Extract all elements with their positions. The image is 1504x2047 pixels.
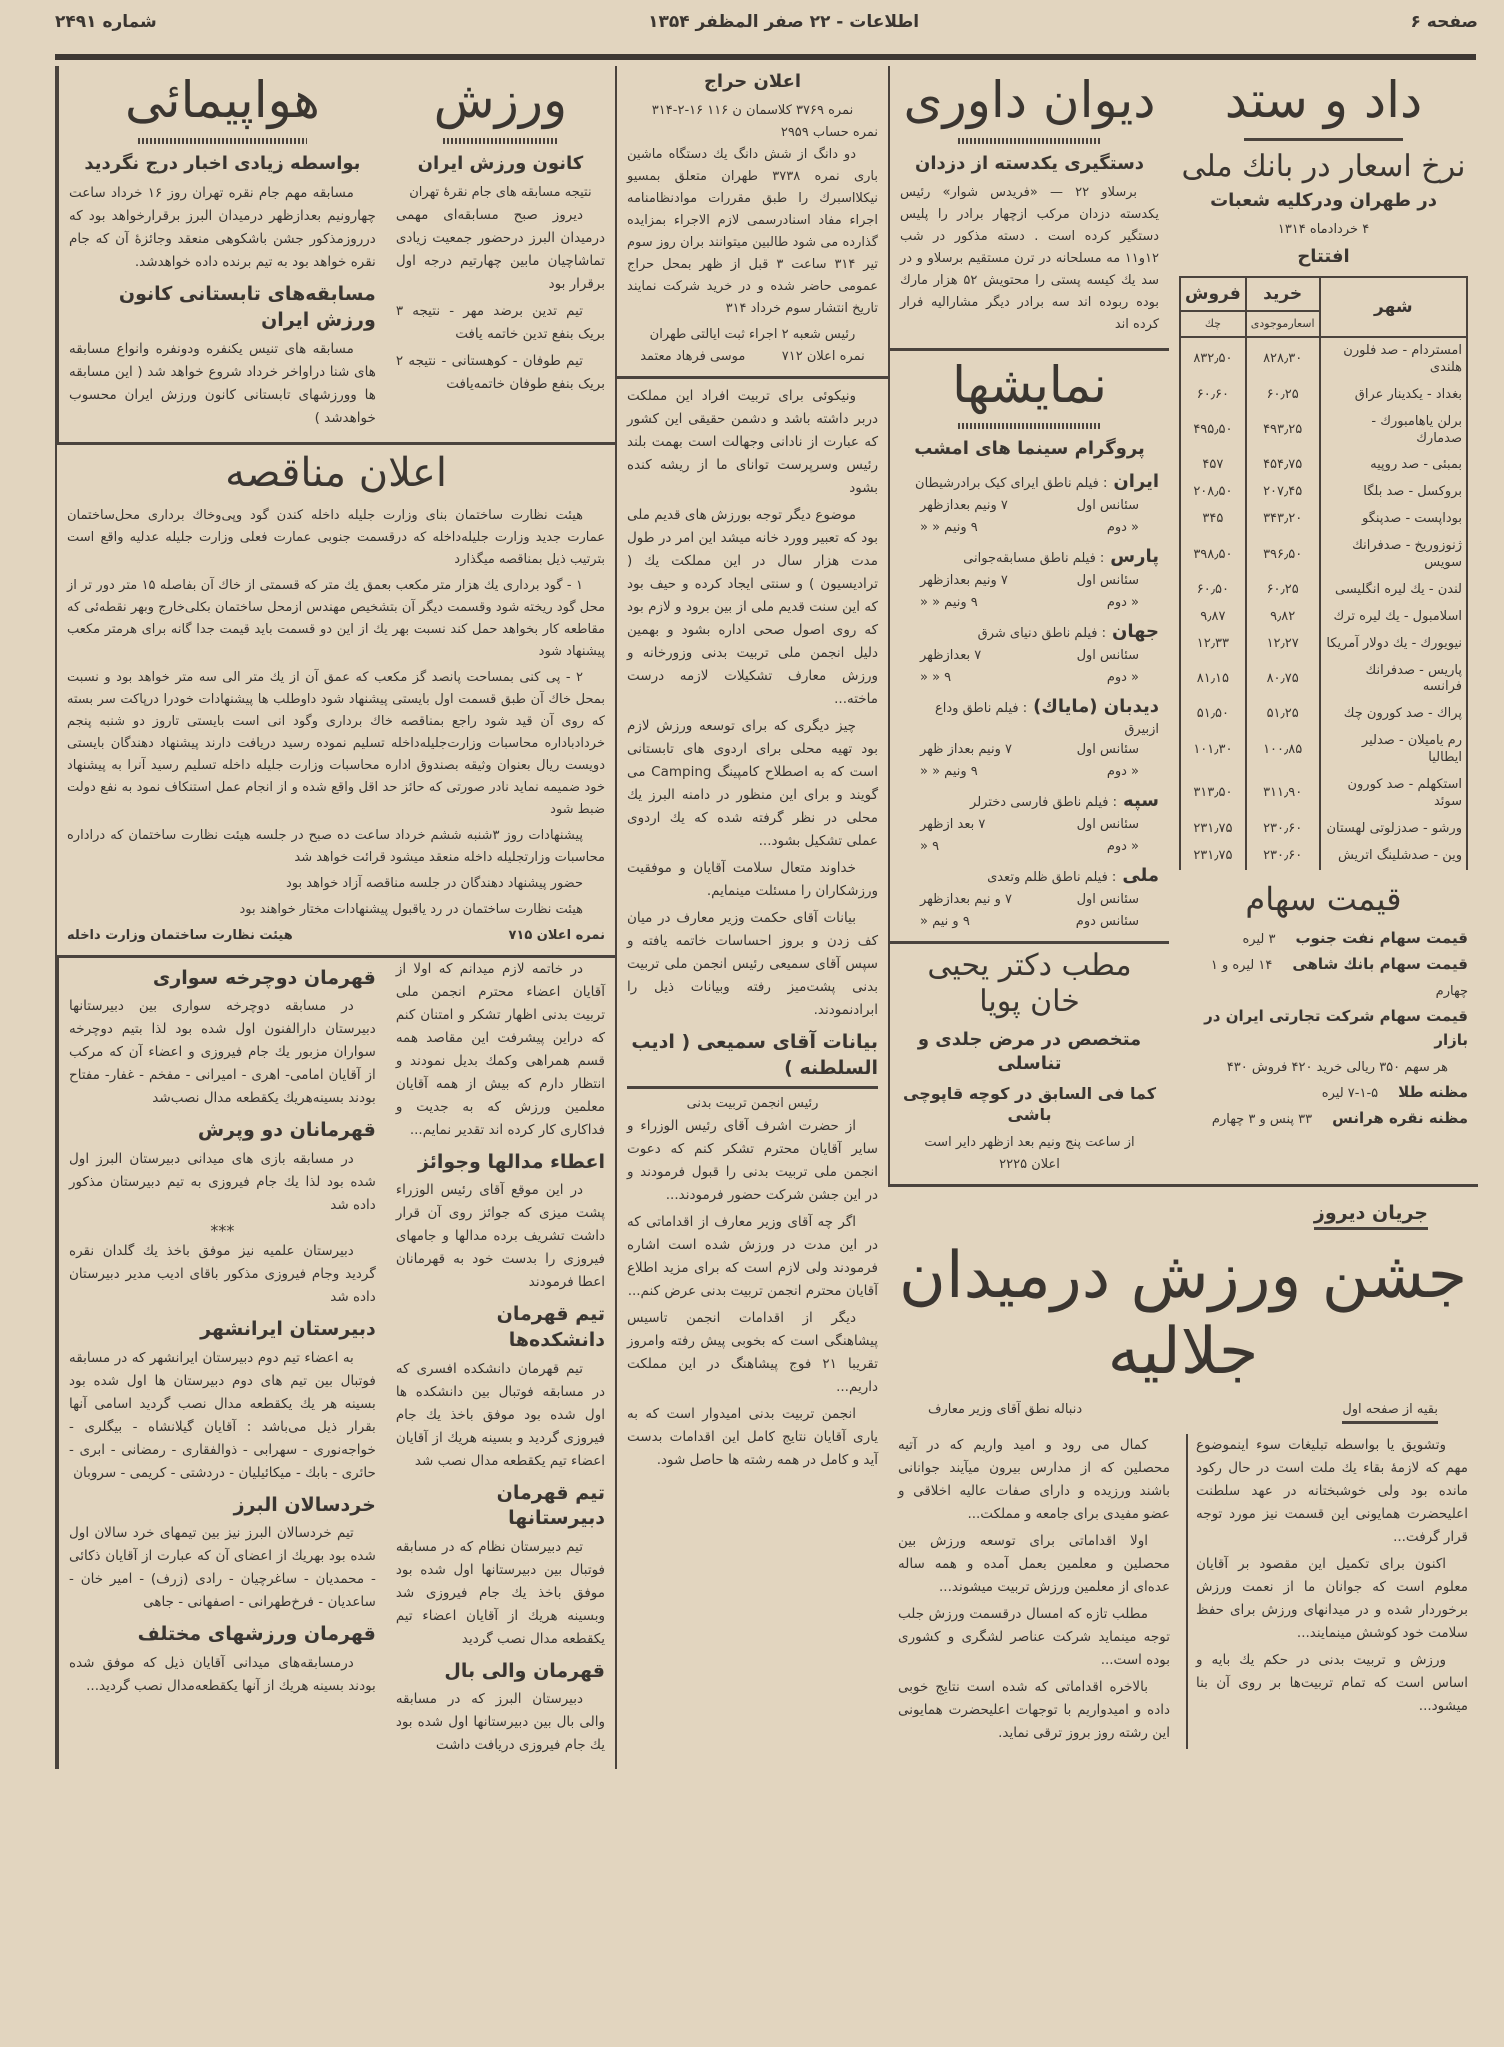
table-row (1180, 658, 1467, 702)
notice-account: نمره حساب ۲۹۵۹ (780, 125, 878, 141)
article-paragraph: برسلاو ۲۲ — «فریدس شوار» رئیس یکدسته دزدان مرکب ازچهار برادر را پلیس دستگیر کرده است . دسته مذکور در شب ۱۲و۱۱ مه مسلحانه در ترن مستقیم برسلاو و در سد یك کیسه پستی را محتویش ۵۲ هزار مارك بوده ربوده اند سه برادر دیگر مشارالیه فرار کرده اند (900, 185, 1160, 333)
notice-paragraph: هیئت نظارت ساختمان بنای وزارت جلیله داخله کندن گود وپی‌وخاك برداری محل‌ساختمان عمارت جدید وزارت جلیله‌داخله که درقسمت جنوبی عمارت فعلی وزارت جلیله عدلیه واقع است بترتیب ذیل بمناقصه میگذارد (67, 507, 605, 567)
stock-value: ۱۴ لیره و ۱ چهارم (1210, 957, 1468, 999)
cinema-header (900, 787, 1159, 814)
left-region (55, 66, 615, 1769)
left-bottom-row (57, 955, 615, 1770)
rate-city: نیویورك - یك دولار آمریکا (1320, 631, 1467, 658)
table-row (1180, 506, 1467, 533)
showtime-time: ۹ « « (920, 669, 952, 685)
rate-sell: ۳۴۵ (1202, 511, 1224, 527)
stock-label: مظنه طلا (1398, 1082, 1468, 1101)
showtime-label: سئانس اول (1076, 817, 1140, 833)
auction-notice (617, 70, 888, 376)
stock-line (1179, 1106, 1468, 1132)
article-paragraph: مسابقه های تنیس یکنفره ودونفره وانواع مسابقه های شنا دراواخر خرداد شروع خواهد شد ( این مسابقه ها وورزشهای تابستانی کانون ورزش ایران محسوب خواهدشد ) (69, 340, 376, 426)
rate-city: استکهلم - صد کورون سوئد (1320, 772, 1467, 816)
article-paragraph: اگر چه آقای وزیر معارف از اقداماتی که در این مدت در ورزش شده است اشاره فرمودند ولی لازم است که برای مزید اطلاع آقایان محترم انجمن تربیت بدنی عرض کنم... (627, 1213, 878, 1299)
ornament-rule (443, 138, 558, 144)
showtime-row (900, 592, 1159, 614)
showtime-row (900, 570, 1159, 592)
cinema-name: ملی (1122, 865, 1160, 887)
cinema-header (900, 543, 1159, 570)
showtime-row (900, 889, 1159, 911)
masthead (55, 12, 1478, 32)
rate-city: لندن - یك لیره انگلیسی (1320, 577, 1467, 604)
notice-number: نمره اعلان ۷۱۵ (508, 927, 605, 943)
rate-buy: ۳۴۳٫۲۰ (1246, 506, 1320, 533)
cinema-listing (900, 618, 1159, 689)
article-heading: دستگیری یکدسته از دزدان (914, 153, 1145, 174)
cinema-film: : فیلم ناطق وداع ازبیرق (935, 700, 1160, 737)
rate-buy: ۱۰۰٫۸۵ (1246, 728, 1320, 772)
table-row (1180, 452, 1467, 479)
cinema-film: : فیلم ناطق مسابقه‌جوانی (963, 550, 1105, 566)
showtime-time: ۹ ونیم « « (920, 764, 978, 780)
rate-buy: ۲۳۰٫۶۰ (1246, 816, 1320, 843)
article-paragraph: اولا اقداماتی برای توسعه ورزش بین محصلین و معلمین بعمل آمده و همه ساله عده‌ای از معلمین ورزش تربیت میشوند... (898, 1533, 1170, 1596)
rate-sell: ۸۳۲٫۵۰ (1193, 351, 1233, 367)
cinema-header (900, 618, 1159, 645)
ornament-rule (958, 138, 1100, 144)
notice-paragraph: پیشنهادات روز ۳شنبه ششم خرداد ساعت ده صبح در جلسه هیئت نظارت ساختمان که دراداره محاسبات وزارتجلیله داخله منعقد میشود قرائت خواهد شد (67, 827, 605, 865)
article-paragraph: خداوند متعال سلامت آقایان و موفقیت ورزشکاران را مسئلت مینمایم. (627, 860, 878, 900)
rate-buy: ۳۱۱٫۹۰ (1246, 772, 1320, 816)
rate-sell: ۱۲٫۳۳ (1196, 635, 1229, 651)
court-shows-column (888, 66, 1169, 1184)
showtime-row (900, 667, 1159, 689)
rate-buy: ۳۹۶٫۵۰ (1246, 533, 1320, 577)
speech-continuation (617, 376, 888, 1483)
rate-sell: ۴۹۵٫۵۰ (1193, 422, 1233, 438)
notice-paragraph: ۲ - پی کنی بمساحت پانصد گز مکعب که عمق آن از یك متر الی سه متر خواهد بود و نسبت بمحل خاك آن طبق قسمت اول بایستی پیشنهاد شود داوطلب ها پیشنهادات خودرا درپاکت سر بسته که روی آن قید شود راجع بمناقصه خاك برداری وگود انی است بایستی تاروز دو شنبه پنجم خردادباداره محاسبات وزارت‌جلیله‌داخله تسلیم نموده رسید دریافت دارند پیشنهاد دهندگان بایستی دویست ریال بعنوان وثیقه بصندوق اداره محاسبات وزارت جلیله داخله تسلیم رسید آنرا به پیشنهاد خود ضمیمه نماید نادر صورتی که حائز حد اقل واقع شده و از انجام عمل استنکاف نمود به نفع دولت ضبط شود (67, 669, 605, 817)
exchange-rates-table (1179, 276, 1468, 870)
left-top-row (57, 66, 615, 442)
issue-number: شماره ۲۴۹۱ (55, 12, 157, 32)
article-heading: قهرمانان دو وپرش (197, 1119, 376, 1142)
section-subtitle: بواسطه زیادی اخبار درج نگردید (84, 153, 361, 174)
notice-name: موسی فرهاد معتمد (640, 349, 746, 365)
article-paragraph: بیانات آقای حکمت وزیر معارف در میان کف زدن و بروز احساسات خاتمه یافته و سپس آقای سمیعی رئیس انجمن ملی تربیت بدنی پشت‌میز رفته وبیانات ذیل را ابرادنمودند. (627, 910, 878, 1019)
table-row (1180, 577, 1467, 604)
article-paragraph: در خاتمه لازم میدانم که اولا از آقایان اعضاء محترم انجمن ملی تربیت بدنی اظهار تشکر و امتنان کنم که دراین پیشرفت این مقاصد همه قسم همراهی وکمك بدیل نمودند و انتظار دارم که بیش از همه آقایان معلمین ورزش که به جدیت و فداکاری کار کرده اند تقدیر نمایم... (395, 960, 605, 1138)
awards-column (386, 958, 615, 1770)
table-row (1180, 533, 1467, 577)
article-heading: تیم قهرمان دبیرستانها (496, 1481, 605, 1530)
ad-number: اعلان ۲۲۲۵ (999, 1156, 1060, 1172)
article-paragraph: تیم دبیرستان نظام که در مسابقه فوتبال بین دبیرستانها اول شده بود موفق باخذ یك جام فیروزی شد وبسینه هریك از آقایان اعضاء تیم یکقطعه مدال نصب گردید (395, 1538, 605, 1647)
showtime-label: « دوم (1106, 594, 1140, 610)
rate-city: پاریس - صدفرانك فرانسه (1320, 658, 1467, 702)
rate-buy: ۶۰٫۲۵ (1246, 382, 1320, 409)
showtime-label: سئانس دوم (1075, 914, 1140, 930)
notice-number: نمره اعلان ۷۱۲ (781, 349, 865, 365)
notice-title: اعلان مناقصه (225, 449, 447, 496)
rate-city: بروکسل - صد بلگا (1320, 479, 1467, 506)
notice-paragraph: ۱ - گود برداری یك هزار متر مکعب بعمق یك متر که قسمتی از خاك آن بفاصله ۱۵ متر دور تر از محل گود ریخته شود وقسمت دیگر آن بتشخیص مهندس ازمحل ساختمان بکلی‌خارج وبهر نقطه‌ئی که مقاطعه کار بخواهد حمل کند نسبت بهر یك از این دو قسمت باید قیمت جدا گانه برای هرمتر مکعب پیشنهاد شود (67, 577, 605, 659)
article-paragraph: تیم تدین برضد مهر - نتیجه ۳ بریک بنفع تدین خاتمه یافت (395, 303, 605, 343)
showtime-time: ۹ ونیم « « (920, 519, 978, 535)
rate-city: پراك - صد کورون چك (1320, 701, 1467, 728)
article-paragraph: مطلب تازه که امسال درقسمت ورزش جلب توجه مینماید شرکت عناصر لشگری و کشوری بوده است... (898, 1606, 1170, 1669)
article-paragraph: چیز دیگری که برای توسعه ورزش لازم بود تهیه محلی برای اردوی های تابستانی است که به اصطلاح کامپینگ Camping می گویند و برای این منظور در دامنه البرز یك محلی در نظر گرفته شده که یك اردوی عملی تشکیل بشود... (627, 718, 878, 850)
cinema-header (900, 862, 1159, 889)
table-row (1180, 816, 1467, 843)
aviation-section (57, 66, 386, 442)
article-title: جشن ورزش درمیدان جلالیه (898, 1238, 1468, 1390)
article-paragraph: اکنون برای تکمیل این مقصود بر آقایان معلوم است که جوانان ما از نعمت ورزش برخوردار شده و در میدانهای ورزش برای حفظ سلامت خود کوشش مینمایند... (1196, 1556, 1468, 1642)
notice-reference: نمره ۳۷۶۹ کلاسمان ن ۱۱۶ ۱۶-۲-۳۱۴ (651, 103, 854, 119)
continued-from: بقیه از صفحه اول (1342, 1399, 1438, 1424)
table-row (1180, 772, 1467, 816)
rate-buy: ۲۰۷٫۴۵ (1246, 479, 1320, 506)
exchange-section (1169, 66, 1478, 1184)
page-body (55, 66, 1478, 1769)
right-top-row (888, 66, 1478, 1184)
ad-line: متخصص در مرض جلدی و تناسلی (917, 1029, 1142, 1075)
rate-city: بغداد - یکدینار عراق (1320, 382, 1467, 409)
cinema-header (900, 693, 1159, 740)
rate-buy: ۸۲۸٫۳۰ (1246, 337, 1320, 382)
showtime-label: سئانس اول (1076, 647, 1140, 663)
cinema-listing (900, 787, 1159, 858)
ad-title: مطب دکتر یحیی خان پویا (927, 948, 1132, 1020)
cinema-film: : فیلم ناطق دنیای شرق (977, 625, 1107, 641)
stock-value: ۳ لیره (1242, 931, 1276, 947)
article-heading: اعطاء مدالها وجوائز (417, 1150, 605, 1173)
stocks-title: قیمت سهام (1245, 879, 1402, 918)
article-paragraph: در این موقع آقای رئیس الوزراء پشت میزی که جوائز روی آن قرار داشت تشریف برده مدالها و جامهای فیروزی را بدست خود به قهرمانان اعطا فرمودند (395, 1182, 605, 1291)
article-paragraph: تیم طوفان - کوهستانی - نتیجه ۲ بریک بنفع طوفان خاتمه‌یافت (395, 353, 605, 393)
cinema-listing (900, 468, 1159, 539)
tender-notice (57, 442, 615, 955)
article-heading: تیم قهرمان دانشکده‌ها (496, 1303, 605, 1351)
asterism-divider: *** (210, 1220, 235, 1240)
stock-line (1179, 1054, 1468, 1080)
article-column-right (1186, 1434, 1468, 1749)
showtime-time: ۹ و نیم « (920, 914, 970, 930)
cinema-name: سپه (1123, 790, 1160, 812)
showtime-row (900, 814, 1159, 836)
stock-label: مظنه نقره هرانس (1332, 1108, 1468, 1127)
rate-sell: ۵۱٫۵۰ (1196, 706, 1229, 722)
article-heading: قهرمان دوچرخه سواری (152, 966, 376, 989)
showtime-label: « دوم (1106, 839, 1140, 855)
section-subtitle: کانون ورزش ایران (417, 153, 584, 174)
rate-buy: ۶۰٫۲۵ (1246, 577, 1320, 604)
col-header-city: شهر (1320, 277, 1467, 337)
showtime-label: سئانس اول (1076, 892, 1140, 908)
cinema-header (900, 468, 1159, 495)
rate-city: ورشو - صدزلوتی لهستان (1320, 816, 1467, 843)
table-row (1180, 382, 1467, 409)
stock-label: قیمت سهام نفت جنوب (1295, 928, 1468, 947)
article-heading: خردسالان البرز (233, 1493, 376, 1516)
section-title: هواپیمائی (124, 71, 320, 129)
rate-buy: ۴۵۴٫۷۵ (1246, 452, 1320, 479)
rate-city: رم یامیلان - صدلیر ایطالیا (1320, 728, 1467, 772)
right-region (888, 66, 1478, 1769)
rate-city: بوداپست - صدپنگو (1320, 506, 1467, 533)
rates-opening: افتتاح (1297, 246, 1350, 268)
article-heading: بیانات آقای سمیعی ( ادیب السلطنه ) (627, 1030, 878, 1088)
article-paragraph: انجمن تربیت بدنی امیدوار است که به یاری آقایان نتایج کامل این اقدامات بدست آید و کامل در همه رشته ها حاصل شود. (627, 1405, 878, 1468)
rate-sell: ۴۵۷ (1202, 457, 1224, 473)
stock-value: ۳۳ پنس و ۳ چهارم (1211, 1111, 1313, 1127)
rate-sell: ۳۹۸٫۵۰ (1193, 546, 1233, 562)
rate-sell: ۲۳۱٫۷۵ (1193, 847, 1233, 863)
rate-city: اسلامبول - یك لیره ترك (1320, 604, 1467, 631)
rate-city: ژنوزوریخ - صدفرانك سویس (1320, 533, 1467, 577)
section-title: ورزش (433, 71, 568, 129)
cinema-film: : فیلم ناطق فارسی دخترلر (970, 795, 1118, 811)
table-row (1180, 843, 1467, 870)
rate-buy: ۸۰٫۷۵ (1246, 658, 1320, 702)
article-paragraph: به اعضاء تیم دوم دبیرستان ایرانشهر که در مسابقه فوتبال بین تیم های دوم دبیرستان ها اول شده بود بسینه هر یك یکقطعه مدال نصب گردید اسامی آنها بقرار ذیل می‌باشد : آقایان گیلانشاه - بیگلری - خواجه‌نوری - سهرابی - ذوالفقاری - رمضانی - ابری - حائری - بابك - میکائیلیان - دردشتی - کریمی - سروبان (69, 1349, 376, 1481)
notice-paragraph: هیئت نظارت ساختمان در رد یاقبول پیشنهادات مختار خواهند بود (239, 901, 583, 917)
cinema-film: : فیلم ناطق ظلم وتعدی (987, 870, 1117, 886)
article-paragraph: درمسابقه‌های میدانی آقایان ذیل که موفق شده بودند بسینه هریك از آنها یکقطعه‌مدال نصب گردید... (69, 1654, 376, 1694)
rates-heading: نرخ اسعار در بانك ملی (1181, 149, 1466, 184)
rate-buy: ۴۹۳٫۲۵ (1246, 409, 1320, 453)
table-row (1180, 479, 1467, 506)
cinema-name: دیدبان (مایاك) (1033, 695, 1160, 717)
showtime-label: سئانس اول (1076, 497, 1140, 513)
rate-buy: ۱۲٫۲۷ (1246, 631, 1320, 658)
festival-article (888, 1184, 1478, 1757)
article-paragraph: کمال می رود و امید واریم که در آتیه محصلین که از مدارس بیرون میآیند جوانانی باشند ورزیده و دارای صفات عالیه اخلاقی و عضو مفیدی برای جامعه و مملکت... (898, 1437, 1170, 1523)
doctor-ad (890, 941, 1169, 1184)
col-header-buy: خرید (1246, 277, 1320, 311)
table-row (1180, 409, 1467, 453)
table-row (1180, 604, 1467, 631)
stock-value: هر سهم ۳۵۰ ریالی خرید ۴۲۰ فروش ۴۳۰ (1226, 1059, 1448, 1075)
showtime-row (900, 645, 1159, 667)
stock-line (1179, 952, 1468, 1004)
masthead-date: اطلاعات - ۲۲ صفر المظفر ۱۳۵۴ (648, 12, 920, 32)
showtime-time: ۷ ونیم بعدازظهر (920, 572, 1008, 588)
section-title: داد و ستد (1224, 71, 1423, 129)
article-paragraph: از حضرت اشرف آقای رئیس الوزراء و سایر آقایان محترم تشکر کنم که دعوت انجمن ملی تربیت بدنی را قبول فرمودند و در این جشن شرکت حضور فرمودند... (627, 1117, 878, 1203)
showtime-row (900, 911, 1159, 933)
stock-line (1179, 926, 1468, 952)
ad-line: از ساعت پنج ونیم بعد ازظهر دایر است (924, 1134, 1135, 1150)
article-paragraph: موضوع دیگر توجه بورزش های قدیم ملی بود که تعبیر وورد خانه میشد این امر در طول مدت هزار سال در این مملکت یك ( تراديسیون ) و سنتی ایجاد کرده و حیف بود که این سنت قدیم ملی از بین برود و لازم بود که روی اصول صحی اداره بشود و بهمین دلیل انجمن ملی تربیت بدنی وزورخانه و ورزش معارف تشکیلات لازمه درست ماخته... (627, 507, 878, 708)
cinema-name: جهان (1112, 620, 1160, 642)
rate-buy: ۲۳۰٫۶۰ (1246, 843, 1320, 870)
header-rule (55, 54, 1476, 60)
cinema-name: پارس (1110, 545, 1160, 567)
sport-section (386, 66, 615, 442)
stock-label: قیمت سهام بانك شاهی (1292, 954, 1468, 973)
table-row (1180, 728, 1467, 772)
showtime-row (900, 836, 1159, 858)
ad-line: کما فی السابق در کوچه قاپوچی باشی (903, 1083, 1156, 1125)
rate-city: وین - صدشلینگ اتریش (1320, 843, 1467, 870)
showtime-time: ۷ ونیم بعداز ظهر (920, 742, 1012, 758)
article-paragraph: در مسابقه دوچرخه سواری بین دبیرستانها دبیرستان دارالفنون اول شده بود لذا بتیم دوچرخه سواران مزبور یك جام فیروزی و اعضاء آن که مرکب از آقایان امامی- اهری - امیرانی - مفخم - غفار- مفتاح بودند بسینه‌هریك یکقطعه مدال نصب‌شد (69, 998, 376, 1107)
cinema-listing (900, 862, 1159, 933)
showtime-row (900, 761, 1159, 783)
section-subtitle-2: نتیجه مسابقه های جام نقرهٔ تهران (409, 185, 592, 201)
col-subheader-buy: اسعارموجودی (1246, 311, 1320, 337)
article-kicker: جریان دیروز (1314, 1201, 1428, 1230)
article-paragraph: مسابقه مهم جام نقره تهران روز ۱۶ خرداد ساعت چهارونیم بعدازظهر درمیدان البرز برقرارخواهد بود که درروزمذکور جشن باشکوهی منعقد وجائزهٔ آن که جام نقره خواهد بود به تیم برنده داده خواهدشد. (69, 185, 376, 271)
cinema-program-title: پروگرام سینما های امشب (914, 438, 1145, 460)
notice-paragraph: حضور پیشنهاد دهندگان در جلسه مناقصه آزاد خواهد بود (286, 875, 583, 891)
notice-signature: رئیس شعبه ۲ اجراء ثبت ایالتی طهران (649, 327, 856, 343)
showtime-label: سئانس اول (1076, 572, 1140, 588)
rates-date: ۴ خردادماه ۱۳۱۴ (1277, 222, 1370, 238)
showtime-time: ۷ و نیم بعدازظهر (920, 892, 1012, 908)
rate-sell: ۱۰۱٫۳۰ (1193, 741, 1233, 757)
notice-title: اعلان حراج (703, 71, 802, 92)
notice-body: دو دانگ از شش دانگ یك دستگاه ماشین باری نمره ۳۷۳۸ طهران متعلق بمسیو نیکلااسبرك را طبق مقررات موادنظامنامه اجراء مفاد اسنادرسمی لازم الاجراء بمزایده گذارده می شود طالبین میتوانند بران روز سوم تیر ۳۱۴ ساعت ۳ قبل از ظهر بمحل حراج عمومی حاضر شده و در خرید شرکت نمایند تاریخ انتشار سوم خرداد ۳۱۴ (627, 147, 878, 317)
article-paragraph: وتشویق یا بواسطه تبلیغات سوء اینموضوع مهم که لازمهٔ بقاء یك ملت است در حال رکود مانده بود ولی خوشبختانه در عهد سلطنت اعلیحضرت همایونی این قسمت نیز مورد توجه قرار گرفت... (1196, 1437, 1468, 1546)
rate-sell: ۶۰٫۶۰ (1196, 386, 1229, 402)
article-paragraph: در مسابقه بازی های میدانی دبیرستان البرز اول شده بود لذا یك جام فیروزی به تیم دبیرستان مذکور داده شد (69, 1150, 376, 1213)
page-number: صفحه ۶ (1410, 12, 1478, 32)
court-section (890, 66, 1169, 348)
article-paragraph: دیگر از اقدامات انجمن تاسیس پیشاهنگی است که بخوبی پیش رفته وامروز تقریبا ۲۱ فوج پیشاهنگ در این مملکت داریم... (627, 1309, 878, 1395)
article-paragraph: دبیرستان علمیه نیز موفق باخذ یك گلدان نقره گردید وجام فیروزی مذکور باقای ادیب مدیر دبیرستان داده شد (69, 1242, 376, 1305)
rate-sell: ۳۱۳٫۵۰ (1193, 785, 1233, 801)
article-paragraph: دیروز صبح مسابقه‌ای مهمی درمیدان البرز درحضور جمعیت زیادی تماشاچیان مابین چهارتیم درجه اول برقرار بود (395, 207, 605, 293)
article-paragraph: تیم قهرمان دانشکده افسری که در مسابقه فوتبال بین دانشکده ها اول شده بود موفق باخذ یك جام فیروزی گردید و بسینه هریك از آقایان اعضاء تیم یکقطعه مدال نصب شد (395, 1360, 605, 1469)
table-row (1180, 701, 1467, 728)
showtime-time: ۹ ونیم « « (920, 594, 978, 610)
rate-city: برلن یاهامبورك - صدمارك (1320, 409, 1467, 453)
auction-speech-column (615, 66, 888, 1769)
showtime-time: ۷ بعدازظهر (920, 647, 982, 663)
col-subheader-sell: چك (1180, 311, 1246, 337)
stock-value: ۵-۱-۷ لیره (1321, 1085, 1379, 1101)
ornament-rule (138, 138, 307, 144)
cinema-listing (900, 543, 1159, 614)
article-heading: دبیرستان ایرانشهر (200, 1317, 376, 1340)
showtime-row (900, 495, 1159, 517)
shows-section (890, 348, 1169, 941)
article-paragraph: دبیرستان البرز که در مسابقه والی بال بین دبیرستانها اول شده بود یك جام فیروزی دریافت داشت (395, 1691, 605, 1754)
article-paragraph: ونیکوئی برای تربیت افراد این مملکت دربر داشته باشد و دشمن حقیقی این کشور که عبارت از نادانی وجهالت است بهمت بلند رئیس وسرپرست توانای ما از ریشه کنده بشود (627, 388, 878, 497)
rate-sell: ۲۳۱٫۷۵ (1193, 820, 1233, 836)
table-row (1180, 631, 1467, 658)
article-paragraph: تیم خردسالان البرز نیز بین تیمهای خرد سالان اول شده بود بهریك از اعضای آن که عبارت از آقایان ذکائی - محمدیان - ساغرچیان - رادی (زرف) - امیر خان - ساعدیان - فرخ‌طهرانی - اصفهانی - جاهی (69, 1525, 376, 1611)
rate-buy: ۹٫۸۲ (1246, 604, 1320, 631)
article-subtitle: دنباله نطق آقای وزیر معارف (928, 1402, 1083, 1418)
cinema-film: : فیلم ناطق ایرای کیک برادرشیطان (915, 475, 1108, 491)
showtime-label: سئانس اول (1076, 742, 1140, 758)
rate-sell: ۹٫۸۷ (1200, 608, 1226, 624)
stock-line (1179, 1080, 1468, 1106)
showtime-label: « دوم (1106, 519, 1140, 535)
article-heading: قهرمان ورزشهای مختلف (137, 1623, 376, 1646)
champions-column (57, 958, 386, 1770)
rates-subheading: در طهران ودرکلیه شعبات (1210, 190, 1437, 211)
col-header-sell: فروش (1180, 277, 1246, 311)
article-heading: مسابقه‌های تابستانی کانون ورزش ایران (118, 283, 376, 331)
showtime-row (900, 739, 1159, 761)
article-paragraph: بالاخره اقداماتی که شده است نتایج خوبی داده و امیدواریم با توجهات اعلیحضرت همایونی این رشته روز بروز ترقی نماید. (898, 1679, 1170, 1742)
table-row (1180, 337, 1467, 382)
cinema-name: ایران (1113, 470, 1160, 492)
title-rule (1244, 138, 1403, 141)
showtime-label: « دوم (1106, 764, 1140, 780)
ornament-rule (958, 423, 1100, 429)
article-subheading: رئیس انجمن تربیت بدنی (686, 1095, 819, 1111)
article-column-left (898, 1434, 1170, 1749)
showtime-time: ۹ « (920, 839, 940, 855)
showtime-row (900, 517, 1159, 539)
rate-city: امستردام - صد فلورن هلندی (1320, 337, 1467, 382)
rate-sell: ۲۰۸٫۵۰ (1193, 484, 1233, 500)
showtime-time: ۷ ونیم بعدازظهر (920, 497, 1008, 513)
section-title: دیوان داوری (903, 71, 1156, 129)
cinema-listing (900, 693, 1159, 784)
rate-buy: ۵۱٫۲۵ (1246, 701, 1320, 728)
showtime-label: « دوم (1106, 669, 1140, 685)
stock-line (1179, 1004, 1468, 1054)
article-paragraph: ورزش و تربیت بدنی در حکم یك بایه و اساس است که تمام تربیت‌ها بر روی آن بنا میشود... (1196, 1652, 1468, 1715)
article-heading: قهرمان والی بال (444, 1659, 605, 1682)
showtime-time: ۷ بعد ازظهر (920, 817, 986, 833)
rate-sell: ۸۱٫۱۵ (1196, 671, 1229, 686)
notice-signature: هیئت نظارت ساختمان وزارت داخله (67, 927, 293, 943)
section-title: نمایشها (952, 356, 1107, 415)
rate-sell: ۶۰٫۵۰ (1196, 581, 1229, 597)
stock-label: قیمت سهام شرکت تجارتی ایران در بازار (1204, 1006, 1468, 1049)
rate-city: بمبئی - صد روپیه (1320, 452, 1467, 479)
